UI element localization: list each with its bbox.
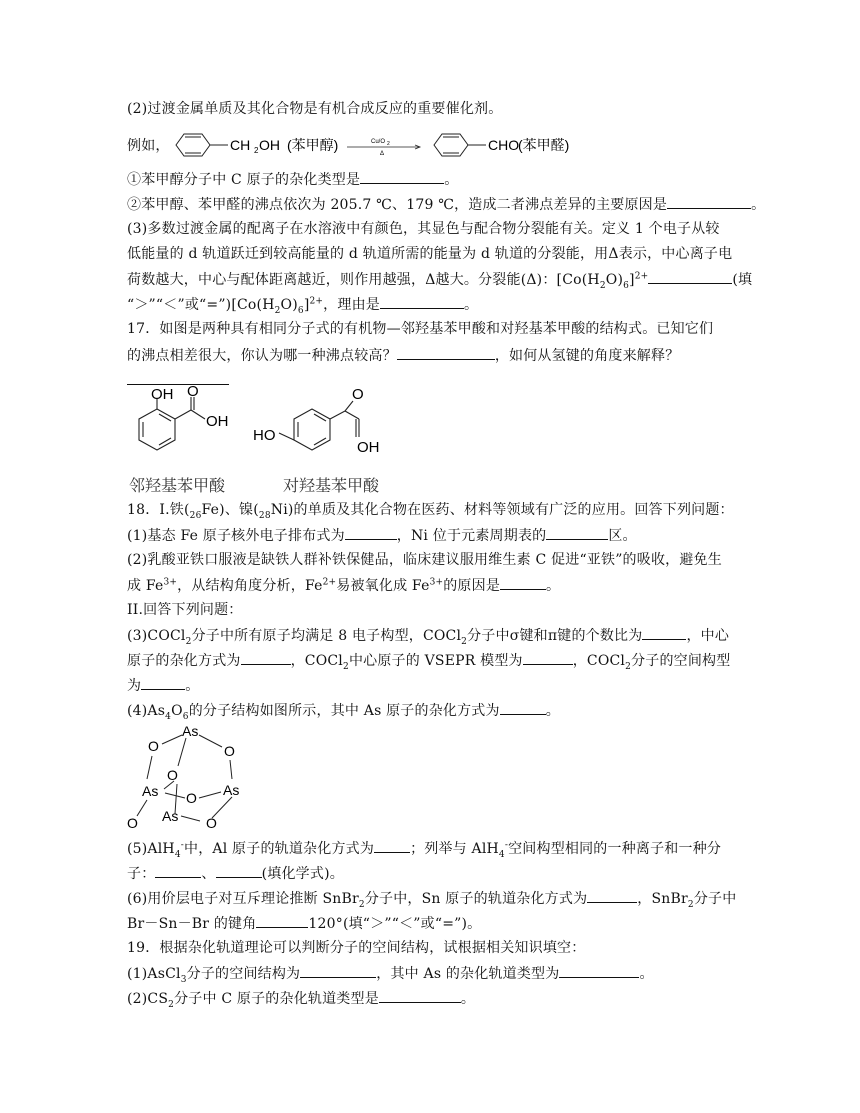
- answer-blank[interactable]: [500, 575, 546, 590]
- salicylic-acid-structure: [139, 397, 205, 450]
- answer-blank[interactable]: [141, 675, 185, 690]
- svg-text:As: As: [162, 808, 179, 824]
- answer-blank[interactable]: [360, 169, 444, 184]
- answer-blank[interactable]: [648, 269, 732, 284]
- answer-blank[interactable]: [546, 525, 608, 540]
- answer-blank[interactable]: [127, 370, 229, 385]
- hydroxybenzoic-acid-structures: [127, 385, 397, 497]
- label-ortho: 邻羟基苯甲酸: [129, 478, 226, 495]
- reaction-prefix: 例如，: [127, 138, 170, 154]
- svg-text:O: O: [352, 386, 364, 403]
- svg-text:OH: OH: [357, 439, 380, 456]
- answer-blank[interactable]: [667, 194, 751, 209]
- section-heading: II.回答下列问题：: [127, 602, 243, 618]
- svg-text:Cu/O: Cu/O: [371, 139, 386, 145]
- svg-text:OH: OH: [206, 413, 229, 430]
- question-line: 的沸点相差很大，你认为哪一种沸点较高？ ，如何从氢键的角度来解释？: [127, 345, 679, 366]
- question-line: “＞”“＜”或“$=”)[Co(H_2O)_6]^{2+}$，理由是 。: [127, 294, 478, 315]
- answer-blank[interactable]: [397, 345, 495, 360]
- answer-blank[interactable]: [216, 863, 262, 878]
- svg-text:2: 2: [387, 141, 390, 147]
- question-line: (6)用价层电子对互斥理论推断 SnBr$_2$分子中，Sn 原子的轨道杂化方式为 ，SnBr$_2$分子中: [127, 888, 736, 909]
- answer-blank[interactable]: [523, 650, 573, 665]
- question-17: 17．如图是两种具有相同分子式的有机物—邻羟基苯甲酸和对羟基苯甲酸的结构式。已知它们: [127, 321, 714, 337]
- svg-text:O: O: [127, 815, 138, 831]
- svg-text:OH: OH: [151, 386, 174, 403]
- question-line: (5)AlH$_4$-中，Al 原子的轨道杂化方式为 ；列举与 AlH$_4$-空间构型相同的一种离子和一种分: [127, 838, 721, 859]
- name-benzyl-alcohol: (苯甲醇): [287, 137, 339, 153]
- question-line: (1)AsCl$_3$分子的空间结构为 ，其中 As 的杂化轨道类型为 。: [127, 963, 654, 984]
- answer-blank[interactable]: [380, 294, 464, 309]
- text-line: (2)过渡金属单质及其化合物是有机合成反应的重要催化剂。: [127, 101, 503, 117]
- question-line: $(2)CS_2$分子中 C 原子的杂化轨道类型是 。: [127, 988, 475, 1009]
- question-line: (1)基态 Fe 原子核外电子排布式为 ，Ni 位于元素周期表的 区。: [127, 525, 637, 546]
- benzene-ring-icon: [176, 134, 228, 156]
- text-line: 低能量的 d 轨道跃迁到较高能量的 d 轨道所需的能量为 d 轨道的分裂能，用Δ表示，中心离子电: [127, 246, 733, 262]
- group-cho: CHO: [488, 137, 520, 153]
- question-line: (3)COCl$_2$分子中所有原子均满足 8 电子构型，COCl$_2$分子中σ键和π键的个数比为 ，中心: [127, 625, 729, 646]
- answer-blank[interactable]: [374, 838, 410, 853]
- answer-blank[interactable]: [300, 963, 376, 978]
- answer-blank[interactable]: [500, 700, 546, 715]
- svg-text:As: As: [223, 782, 240, 798]
- svg-text:As: As: [142, 783, 159, 799]
- answer-blank[interactable]: [256, 913, 308, 928]
- svg-text:O: O: [187, 385, 199, 400]
- question-line: ②苯甲醇、苯甲醛的沸点依次为 205.7 ℃、179 ℃，造成二者沸点差异的主要原因是 。: [127, 194, 765, 215]
- answer-blank[interactable]: [241, 650, 291, 665]
- svg-text:Δ: Δ: [380, 151, 385, 157]
- reaction-scheme: [170, 128, 590, 162]
- name-benzaldehyde: (苯甲醛): [518, 137, 570, 153]
- svg-text:O: O: [186, 790, 197, 806]
- svg-text:O: O: [206, 815, 217, 831]
- svg-text:O: O: [224, 743, 235, 759]
- answer-blank[interactable]: [559, 963, 639, 978]
- question-19: 19．根据杂化轨道理论可以判断分子的空间结构，试根据相关知识填空：: [127, 940, 586, 956]
- group-ch2oh: CH: [230, 137, 251, 153]
- answer-blank[interactable]: [345, 525, 397, 540]
- question-line: 原子的杂化方式为 ，COCl$_2$中心原子的 VSEPR 模型为 ，COCl$_2$分子的空间构型: [127, 650, 730, 671]
- svg-text:As: As: [182, 723, 199, 739]
- label-para: 对羟基苯甲酸: [283, 478, 380, 495]
- answer-blank[interactable]: [155, 863, 201, 878]
- question-line: 子： 、 (填化学式)。: [127, 863, 344, 884]
- text-line: (3)多数过渡金属的配离子在水溶液中有颜色，其显色与配合物分裂能有关。定义 1 个电子从较: [127, 221, 720, 237]
- question-line: 荷数越大，中心与配体距离越近，则作用越强，Δ越大。分裂能(Δ)：$[Co(H_2O)_6]^{2+}$ (填: [127, 269, 752, 290]
- question-line: 为 。: [127, 675, 199, 696]
- question-line: $(4)As_4O_6$的分子结构如图所示，其中 As 原子的杂化方式为 。: [127, 700, 560, 721]
- question-18: 18．I.铁$(_{26}Fe)$、镍$(_{28}Ni)$的单质及其化合物在医药、材料等领域有广泛的应用。回答下列问题：: [127, 502, 734, 521]
- question-line: 成 $Fe^{3+}$，从结构角度分析，$Fe^{2+}$易被氧化成 $Fe^{3+}$的原因是 。: [127, 575, 560, 596]
- answer-blank[interactable]: [642, 625, 686, 640]
- question-line: ①苯甲醇分子中 C 原子的杂化类型是 。: [127, 169, 458, 190]
- answer-blank[interactable]: [587, 888, 637, 903]
- question-line: Br－Sn－Br 的键角 120°(填“＞”“＜”或“=”)。: [127, 913, 481, 934]
- text-line: (2)乳酸亚铁口服液是缺铁人群补铁保健品，临床建议服用维生素 C 促进“亚铁”的吸收，避免生: [127, 552, 722, 568]
- answer-blank[interactable]: [379, 988, 461, 1003]
- para-hydroxybenzoic-acid-structure: [279, 401, 359, 450]
- benzene-ring-icon: [434, 134, 486, 156]
- svg-text:O: O: [148, 738, 159, 754]
- as4o6-structure: [120, 718, 250, 836]
- svg-text:O: O: [167, 767, 178, 783]
- svg-text:HO: HO: [253, 427, 276, 444]
- svg-text:2: 2: [254, 146, 259, 155]
- svg-text:OH: OH: [259, 137, 280, 153]
